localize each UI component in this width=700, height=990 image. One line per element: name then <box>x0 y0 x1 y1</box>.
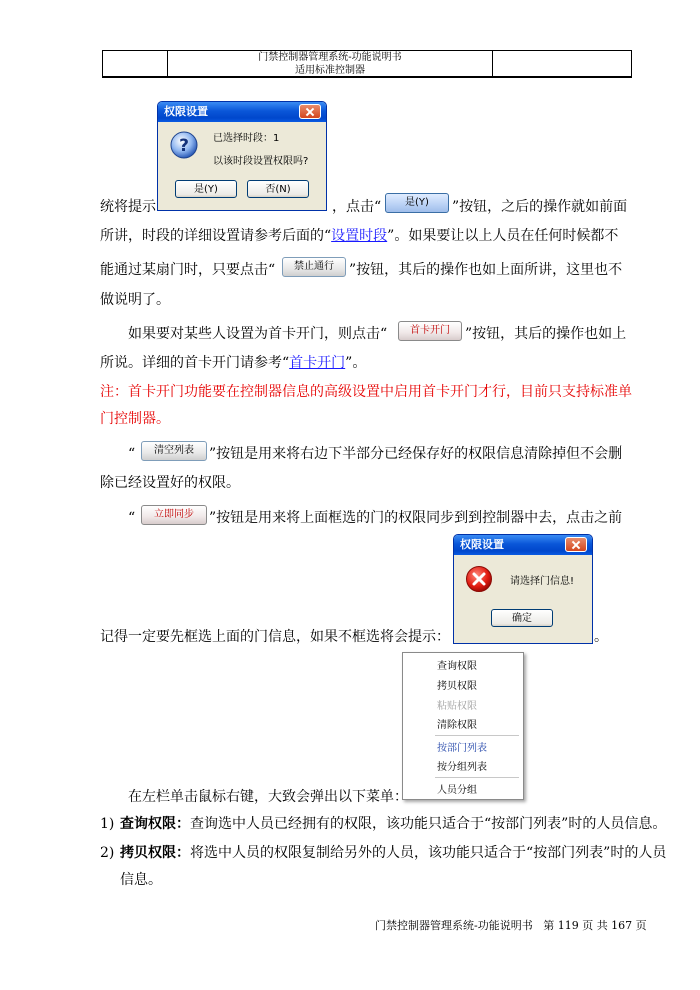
para6 <box>100 353 366 373</box>
page-footer: 门禁控制器管理系统-功能说明书 第 119 页 共 167 页 <box>375 919 647 932</box>
menu-item-clear-permission[interactable]: 清除权限 <box>437 720 477 731</box>
error-icon <box>465 565 493 593</box>
page-header <box>102 50 632 78</box>
para5-start: 如果要对某些人设置为首卡开门，则点击“ <box>128 326 388 342</box>
item2-continuation: 信息。 <box>120 872 162 888</box>
para1-mid: ，点击“ <box>332 199 382 215</box>
yes-button[interactable]: 是(Y) <box>175 180 237 198</box>
para4: 做说明了。 <box>100 292 170 308</box>
item2 <box>120 843 666 863</box>
close-icon[interactable] <box>299 104 321 119</box>
dialog2-title: 权限设置 <box>460 538 504 551</box>
dialog2-title-bar <box>454 535 592 555</box>
para3-start: 能通过某扇门时，只要点击“ <box>100 262 276 278</box>
permission-dialog-confirm <box>157 101 327 211</box>
header-title-line2: 适用标准控制器 <box>295 65 365 76</box>
para9-end: ”按钮是用来将上面框选的门的权限同步到到控制器中去，点击之前 <box>209 510 623 526</box>
para1-end: ”按钮，之后的操作就如前面 <box>452 199 628 215</box>
menu-item-list-by-group[interactable]: 按分组列表 <box>437 762 487 773</box>
item1-title: 查询权限： <box>120 816 190 832</box>
inline-clear-list-button[interactable]: 清空列表 <box>141 441 207 461</box>
question-icon <box>169 130 199 160</box>
header-title <box>167 51 493 76</box>
note-line1: 注：首卡开门功能要在控制器信息的高级设置中启用首卡开门才行，目前只支持标准单 <box>100 384 632 400</box>
ok-button[interactable]: 确定 <box>491 609 553 627</box>
para7-end: ”按钮是用来将右边下半部分已经保存好的权限信息清除掉但不会删 <box>209 446 623 462</box>
inline-forbid-button[interactable]: 禁止通行 <box>282 257 346 277</box>
dialog-title-bar <box>158 102 326 122</box>
para6-end: ”。 <box>345 355 367 371</box>
item2-number: 2) <box>100 845 115 861</box>
para7-open-quote: “ <box>128 446 136 462</box>
item1 <box>120 814 666 834</box>
svg-text:?: ? <box>179 136 189 156</box>
dialog-line-2: 以该时段设置权限吗? <box>213 156 309 167</box>
para2 <box>100 226 618 246</box>
link-first-card[interactable]: 首卡开门 <box>289 355 346 371</box>
menu-item-person-group[interactable]: 人员分组 <box>437 785 477 796</box>
context-menu <box>402 652 524 800</box>
inline-first-card-button[interactable]: 首卡开门 <box>398 321 462 341</box>
menu-item-paste-permission: 粘贴权限 <box>437 701 477 712</box>
dialog-line-1: 已选择时段：1 <box>213 133 280 144</box>
note-line2: 门控制器。 <box>100 411 170 427</box>
para10-end: 。 <box>594 629 608 645</box>
para11: 在左栏单击鼠标右键，大致会弹出以下菜单： <box>128 789 408 805</box>
menu-separator <box>435 777 519 778</box>
para2-end: ”。如果要让以上人员在任何时候都不 <box>387 228 619 244</box>
menu-item-list-by-department[interactable]: 按部门列表 <box>437 743 487 754</box>
menu-item-query-permission[interactable]: 查询权限 <box>437 661 477 672</box>
item2-title: 拷贝权限： <box>120 845 190 861</box>
inline-yes-button[interactable]: 是(Y) <box>385 193 449 213</box>
item1-number: 1) <box>100 816 115 832</box>
dialog2-message: 请选择门信息! <box>510 576 575 587</box>
para6-start: 所说。详细的首卡开门请参考“ <box>100 355 290 371</box>
para5-end: ”按钮，其后的操作也如上 <box>465 326 627 342</box>
close-icon[interactable] <box>565 537 587 552</box>
para8: 除已经设置好的权限。 <box>100 475 240 491</box>
permission-dialog-error <box>453 534 593 644</box>
para10: 记得一定要先框选上面的门信息，如果不框选将会提示： <box>100 629 450 645</box>
dialog-title: 权限设置 <box>164 105 208 118</box>
menu-separator <box>435 735 519 736</box>
para2-start: 所讲，时段的详细设置请参考后面的“ <box>100 228 332 244</box>
header-title-line1: 门禁控制器管理系统-功能说明书 <box>258 52 402 63</box>
link-time-setting[interactable]: 设置时段 <box>331 228 388 244</box>
para3-end: ”按钮，其后的操作也如上面所讲，这里也不 <box>349 262 623 278</box>
menu-item-copy-permission[interactable]: 拷贝权限 <box>437 681 477 692</box>
inline-sync-now-button[interactable]: 立即同步 <box>141 505 207 525</box>
para9-open-quote: “ <box>128 510 136 526</box>
item2-text: 将选中人员的权限复制给另外的人员，该功能只适合于“按部门列表”时的人员 <box>190 845 667 861</box>
para1-start: 统将提示 <box>100 199 156 215</box>
no-button[interactable]: 否(N) <box>247 180 309 198</box>
item1-text: 查询选中人员已经拥有的权限，该功能只适合于“按部门列表”时的人员信息。 <box>190 816 667 832</box>
